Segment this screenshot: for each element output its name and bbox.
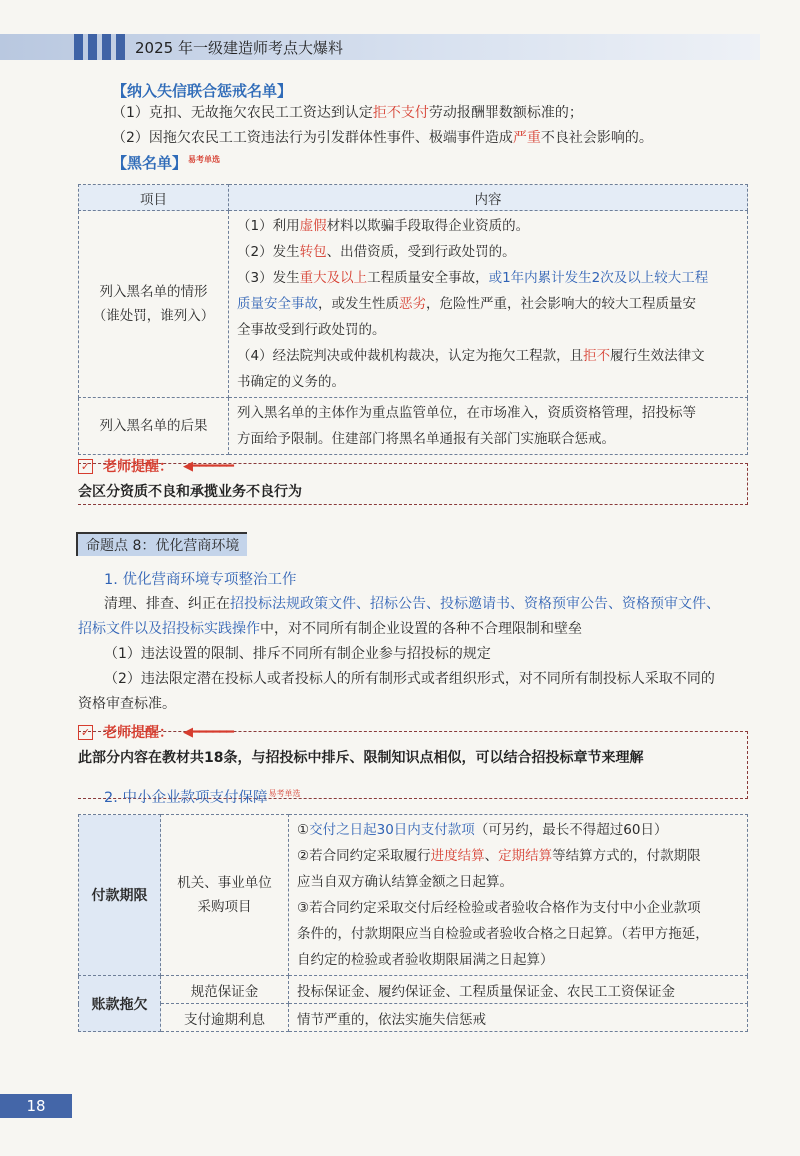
page-header: [0, 34, 800, 60]
note-1-text: 会区分资质不良和承揽业务不良行为: [78, 484, 302, 500]
env-para-1a: 清理、排查、纠正在招投标法规政策文件、招标公告、投标邀请书、资格预审公告、资格预审文件、: [104, 596, 720, 612]
blacklist-table: [78, 184, 748, 455]
teacher-note-1: ✓ 老师提醒： ◀━━━━━━: [78, 456, 233, 476]
env-para-3b: 资格审查标准。: [78, 696, 176, 712]
group-payment-term: 付款期限: [79, 815, 161, 976]
payment-term-content: ①交付之日起30日内支付款项（可另约，最长不得超过60日） ②若合同约定采取履行进度结算、定期结算等结算方式的，付款期限 应当自双方确认结算金额之日起算。 ③若合同约定采取交付后经检验或者验收合格作为支付中小企业款项 条件的，付款期限应当自检验或者验收合格之日起算。（若甲方拖延， 自约定的检验或者验收期限届满之日起算）: [289, 815, 748, 976]
section-title-blacklist: 【黑名单】$^{易考单选}$: [112, 154, 221, 172]
teacher-note-2: ✓ 老师提醒： ◀━━━━━━: [78, 722, 233, 742]
env-para-3a: （2）违法限定潜在投标人或者投标人的所有制形式或者组织形式，对不同所有制投标人采取不同的: [104, 671, 715, 687]
payment-table: [78, 814, 748, 1032]
env-para-2: （1）违法设置的限制、排斥不同所有制企业参与招投标的规定: [104, 646, 491, 662]
arrow-left-icon: ◀━━━━━━: [183, 458, 233, 474]
discipline-item-1: （1）克扣、无故拖欠农民工工资达到认定拒不支付劳动报酬罪数额标准的；: [112, 105, 583, 121]
content-deposit: 投标保证金、履约保证金、工程质量保证金、农民工工资保证金: [289, 976, 748, 1004]
section-title-discipline: 【纳入失信联合惩戒名单】: [112, 82, 293, 100]
th-item: 项目: [79, 185, 229, 211]
arrow-left-icon: ◀━━━━━━: [183, 724, 233, 740]
th-content: 内容: [229, 185, 748, 211]
label-deposit: 规范保证金: [161, 976, 289, 1004]
content-overdue-interest: 情节严重的，依法实施失信惩戒: [289, 1004, 748, 1032]
page-number: 18: [0, 1094, 72, 1118]
sub-label-agencies: 机关、事业单位 采购项目: [161, 815, 289, 976]
row-label-situations: 列入黑名单的情形 （谁处罚，谁列入）: [79, 211, 229, 398]
header-title: 2025 年一级建造师考点大爆料: [135, 38, 343, 57]
row-content-consequence: 列入黑名单的主体作为重点监管单位，在市场准入，资质资格管理，招投标等 方面给予限制。住建部门将黑名单通报有关部门实施联合惩戒。: [229, 398, 748, 455]
row-label-consequence: 列入黑名单的后果: [79, 398, 229, 455]
label-overdue-interest: 支付逾期利息: [161, 1004, 289, 1032]
header-stripes: [74, 34, 125, 60]
check-icon: ✓: [78, 725, 93, 740]
check-icon: ✓: [78, 459, 93, 474]
topic-title: 命题点 8：优化营商环境: [76, 532, 247, 556]
sub-title-1: 1. 优化营商环境专项整治工作: [104, 572, 297, 588]
note-2-text: 此部分内容在教材共18条，与招投标中排斥、限制知识点相似，可以结合招投标章节来理解: [78, 750, 644, 766]
group-arrears: 账款拖欠: [79, 976, 161, 1032]
sub-title-2: 2. 中小企业款项支付保障$^{易考单选}$: [104, 789, 301, 806]
row-content-situations: （1）利用虚假材料以欺骗手段取得企业资质的。 （2）发生转包、出借资质，受到行政处罚的。 （3）发生重大及以上工程质量安全事故，或1年内累计发生2次及以上较大工程 质量安全事故，或发生性质恶劣，危险性严重，社会影响大的较大工程质量安 全事故受到行政处罚的。 （4）经法院判决或仲裁机构裁决，认定为拖欠工程款，且拒不履行生效法律文 书确定的义务的。: [229, 211, 748, 398]
discipline-item-2: （2）因拖欠农民工工资违法行为引发群体性事件、极端事件造成严重不良社会影响的。: [112, 130, 653, 146]
env-para-1b: 招标文件以及招投标实践操作中，对不同所有制企业设置的各种不合理限制和壁垒: [78, 621, 582, 637]
